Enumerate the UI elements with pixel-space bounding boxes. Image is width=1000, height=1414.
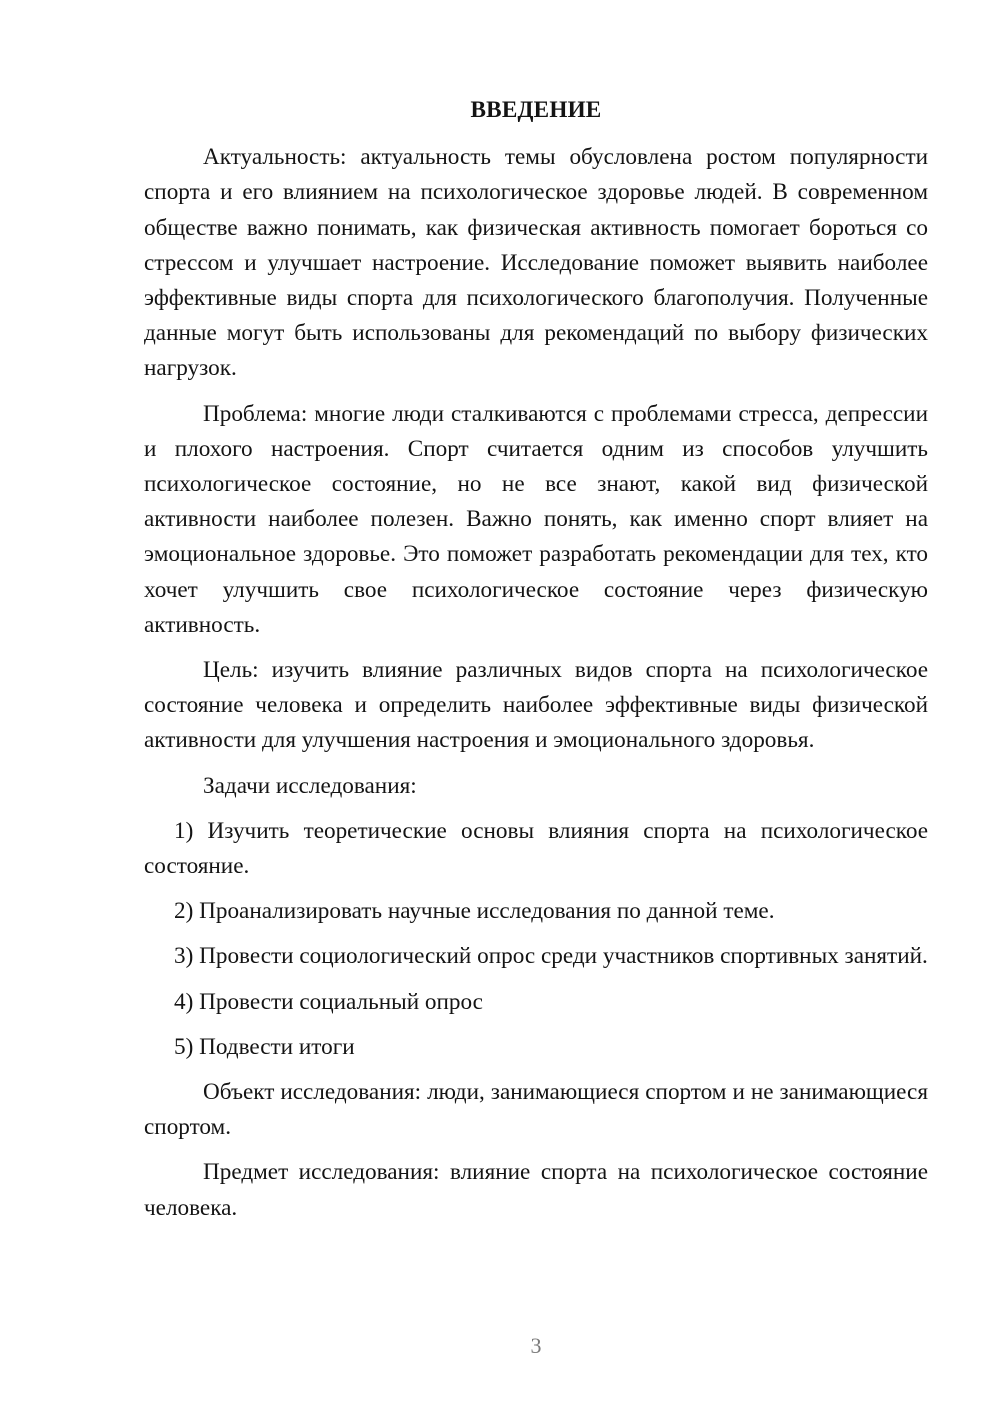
- object-paragraph: Объект исследования: люди, занимающиеся спортом и не занимающиеся спортом.: [144, 1079, 928, 1141]
- task-item-3: 3) Провести социологический опрос среди участников спортивных занятий.: [174, 943, 928, 970]
- problem-paragraph: Проблема: многие люди сталкиваются с проблемами стресса, депрессии и плохого настроения. Спорт считается одним из способов улучшить психологическое состояние, но не все знают, какой вид физической активности наиболее полезен. Важно понять, как именно спорт влияет на эмоциональное здоровье. Это поможет разработать рекомендации для тех, кто хочет улучшить свое психологическое состояние через физическую активность.: [144, 400, 928, 638]
- tasks-list: [144, 814, 928, 1065]
- subject-paragraph: Предмет исследования: влияние спорта на психологическое состояние человека.: [144, 1159, 928, 1221]
- page-number: 3: [530, 1333, 542, 1358]
- page-content: [144, 93, 928, 1236]
- section-heading: ВВЕДЕНИЕ: [470, 97, 602, 123]
- task-item-1: 1) Изучить теоретические основы влияния спорта на психологическое состояние.: [144, 817, 928, 880]
- task-item-5: 5) Подвести итоги: [174, 1033, 355, 1060]
- tasks-title: Задачи исследования:: [203, 772, 417, 799]
- task-item-4: 4) Провести социальный опрос: [174, 988, 483, 1015]
- relevance-paragraph: Актуальность: актуальность темы обусловлена ростом популярности спорта и его влиянием на психологическое здоровье людей. В современном обществе важно понимать, как физическая активность помогает бороться со стрессом и улучшает настроение. Исследование поможет выявить наиболее эффективные виды спорта для психологического благополучия. Полученные данные могут быть использованы для рекомендаций по выбору физических нагрузок.: [144, 144, 928, 382]
- task-item-2: 2) Проанализировать научные исследования по данной теме.: [174, 898, 775, 925]
- goal-paragraph: Цель: изучить влияние различных видов спорта на психологическое состояние человека и определить наиболее эффективные виды физической активности для улучшения настроения и эмоционального здоровья.: [144, 657, 928, 754]
